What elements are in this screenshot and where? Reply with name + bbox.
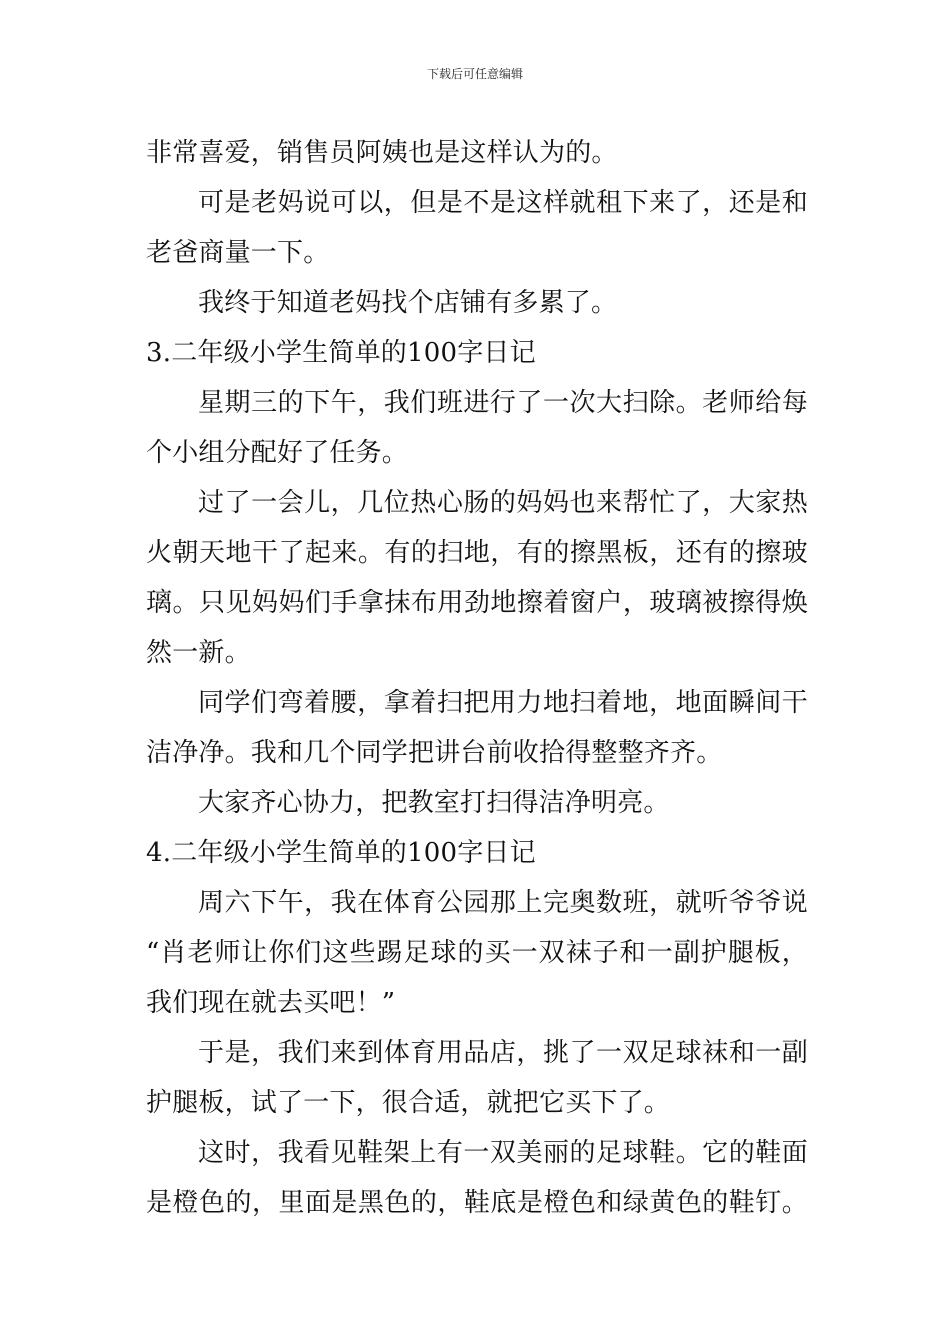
section-heading: 3.二年级小学生简单的100字日记 xyxy=(146,338,536,368)
page-header-note: 下载后可任意编辑 xyxy=(426,67,523,81)
text-line: 然一新。 xyxy=(146,638,251,668)
text-line: 这时，我看见鞋架上有一双美丽的足球鞋。它的鞋面 xyxy=(198,1138,808,1168)
text-line: 是橙色的，里面是黑色的，鞋底是橙色和绿黄色的鞋钉。 xyxy=(146,1188,808,1218)
text-line: 周六下午，我在体育公园那上完奥数班，就听爷爷说 xyxy=(198,888,808,918)
text-line: 我们现在就去买吧！” xyxy=(146,988,396,1018)
text-line: 同学们弯着腰，拿着扫把用力地扫着地，地面瞬间干 xyxy=(198,688,808,718)
text-line: 个小组分配好了任务。 xyxy=(146,438,409,468)
text-line: 于是，我们来到体育用品店，挑了一双足球袜和一副 xyxy=(198,1038,808,1068)
text-line: 洁净净。我和几个同学把讲台前收拾得整整齐齐。 xyxy=(146,738,723,768)
text-line: 老爸商量一下。 xyxy=(146,238,330,268)
document-body xyxy=(146,128,808,1228)
text-line: “肖老师让你们这些踢足球的买一双袜子和一副护腿板， xyxy=(146,938,808,968)
text-line: 我终于知道老妈找个店铺有多累了。 xyxy=(198,288,618,318)
text-line: 非常喜爱，销售员阿姨也是这样认为的。 xyxy=(146,138,618,168)
text-line: 火朝天地干了起来。有的扫地，有的擦黑板，还有的擦玻 xyxy=(146,538,808,568)
section-heading: 4.二年级小学生简单的100字日记 xyxy=(146,838,536,868)
text-line: 可是老妈说可以，但是不是这样就租下来了，还是和 xyxy=(198,188,808,218)
text-line: 护腿板，试了一下，很合适，就把它买下了。 xyxy=(146,1088,671,1118)
text-line: 星期三的下午，我们班进行了一次大扫除。老师给每 xyxy=(198,388,808,418)
text-line: 大家齐心协力，把教室打扫得洁净明亮。 xyxy=(198,788,670,818)
text-line: 过了一会儿，几位热心肠的妈妈也来帮忙了，大家热 xyxy=(198,488,808,518)
text-line: 璃。只见妈妈们手拿抹布用劲地擦着窗户，玻璃被擦得焕 xyxy=(146,588,808,618)
